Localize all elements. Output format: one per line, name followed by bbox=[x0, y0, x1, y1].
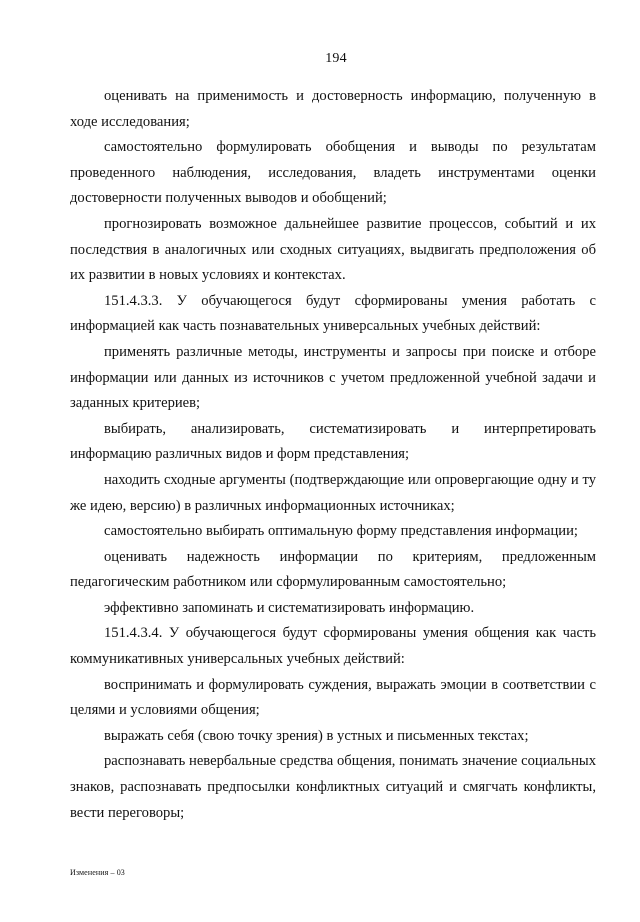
paragraph: прогнозировать возможное дальнейшее развитие процессов, событий и их последствия в аналогичных или сходных ситуациях, выдвигать предположения об их развитии в новых условиях и контекстах. bbox=[70, 215, 596, 284]
paragraph: находить сходные аргументы (подтверждающие или опровергающие одну и ту же идею, версию) в различных информационных источниках; bbox=[70, 471, 596, 514]
paragraph: самостоятельно выбирать оптимальную форму представления информации; bbox=[104, 523, 578, 540]
paragraph: распознавать невербальные средства общения, понимать значение социальных знаков, распознавать предпосылки конфликтных ситуаций и смягчать конфликты, вести переговоры; bbox=[70, 753, 596, 821]
paragraph: самостоятельно формулировать обобщения и выводы по результатам проведенного наблюдения, исследования, владеть инструментами оценки достоверности полученных выводов и обобщений; bbox=[70, 139, 596, 207]
document-body bbox=[70, 84, 596, 826]
paragraph: выражать себя (свою точку зрения) в устных и письменных текстах; bbox=[104, 727, 529, 744]
paragraph: 151.4.3.3. У обучающегося будут сформированы умения работать с информацией как часть познавательных универсальных учебных действий: bbox=[70, 292, 596, 335]
paragraph: оценивать надежность информации по критериям, предложенным педагогическим работником или сформулированным самостоятельно; bbox=[70, 548, 596, 591]
paragraph: эффективно запоминать и систематизировать информацию. bbox=[104, 599, 475, 616]
paragraph: применять различные методы, инструменты и запросы при поиске и отборе информации или данных из источников с учетом предложенной учебной задачи и заданных критериев; bbox=[70, 343, 596, 412]
page-number: 194 bbox=[325, 51, 347, 66]
paragraph: оценивать на применимость и достоверность информацию, полученную в ходе исследования; bbox=[70, 88, 596, 130]
footer-revision-note: Изменения – 03 bbox=[70, 868, 125, 877]
paragraph: выбирать, анализировать, систематизировать и интерпретировать информацию различных видов и форм представления; bbox=[70, 420, 596, 463]
paragraph: 151.4.3.4. У обучающегося будут сформированы умения общения как часть коммуникативных универсальных учебных действий: bbox=[70, 625, 596, 668]
paragraph: воспринимать и формулировать суждения, выражать эмоции в соответствии с целями и условиями общения; bbox=[70, 676, 596, 719]
